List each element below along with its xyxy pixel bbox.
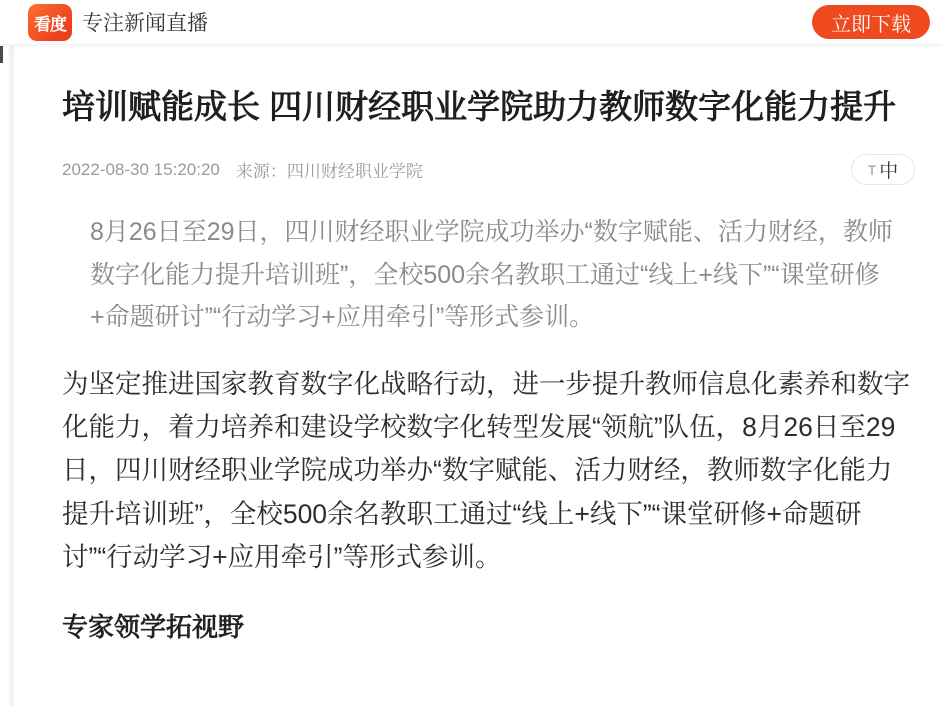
font-size-big-icon: 中 [879,161,899,183]
article-title: 培训赋能成长 四川财经职业学院助力教师数字化能力提升 [62,88,897,125]
section-heading: 专家领学拓视野 [62,611,245,642]
download-button[interactable]: 立即下载 [812,5,930,39]
left-gutter-strip [9,46,14,706]
app-tagline: 专注新闻直播 [82,12,208,35]
font-size-toggle-button[interactable] [851,154,915,185]
left-scroll-tick [0,46,3,63]
font-size-small-icon: T [867,161,877,178]
app-header [0,0,942,45]
article-summary: 8月26日至29日，四川财经职业学院成功举办“数字赋能、活力财经，教师数字化能力提升培训班”，全校500余名教职工通过“线上+线下”“课堂研修+命题研讨”“行动学习+应用牵引”等形式参训。 [90,218,893,332]
article-page [0,45,942,644]
article-paragraph: 为坚定推进国家教育数字化战略行动，进一步提升教师信息化素养和数字化能力，着力培养和建设学校数字化转型发展“领航”队伍，8月26日至29日，四川财经职业学院成功举办“数字赋能、活力财经，教师数字化能力提升培训班”，全校500余名教职工通过“线上+线下”“课堂研修+命题研讨”“行动学习+应用牵引”等形式参训。 [62,368,910,572]
publish-time: 2022-08-30 15:20:20 [62,159,220,179]
article-meta-row [62,154,915,185]
article-source: 来源：四川财经职业学院 [235,162,423,182]
kandu-logo-icon[interactable]: 看度 [28,4,72,41]
